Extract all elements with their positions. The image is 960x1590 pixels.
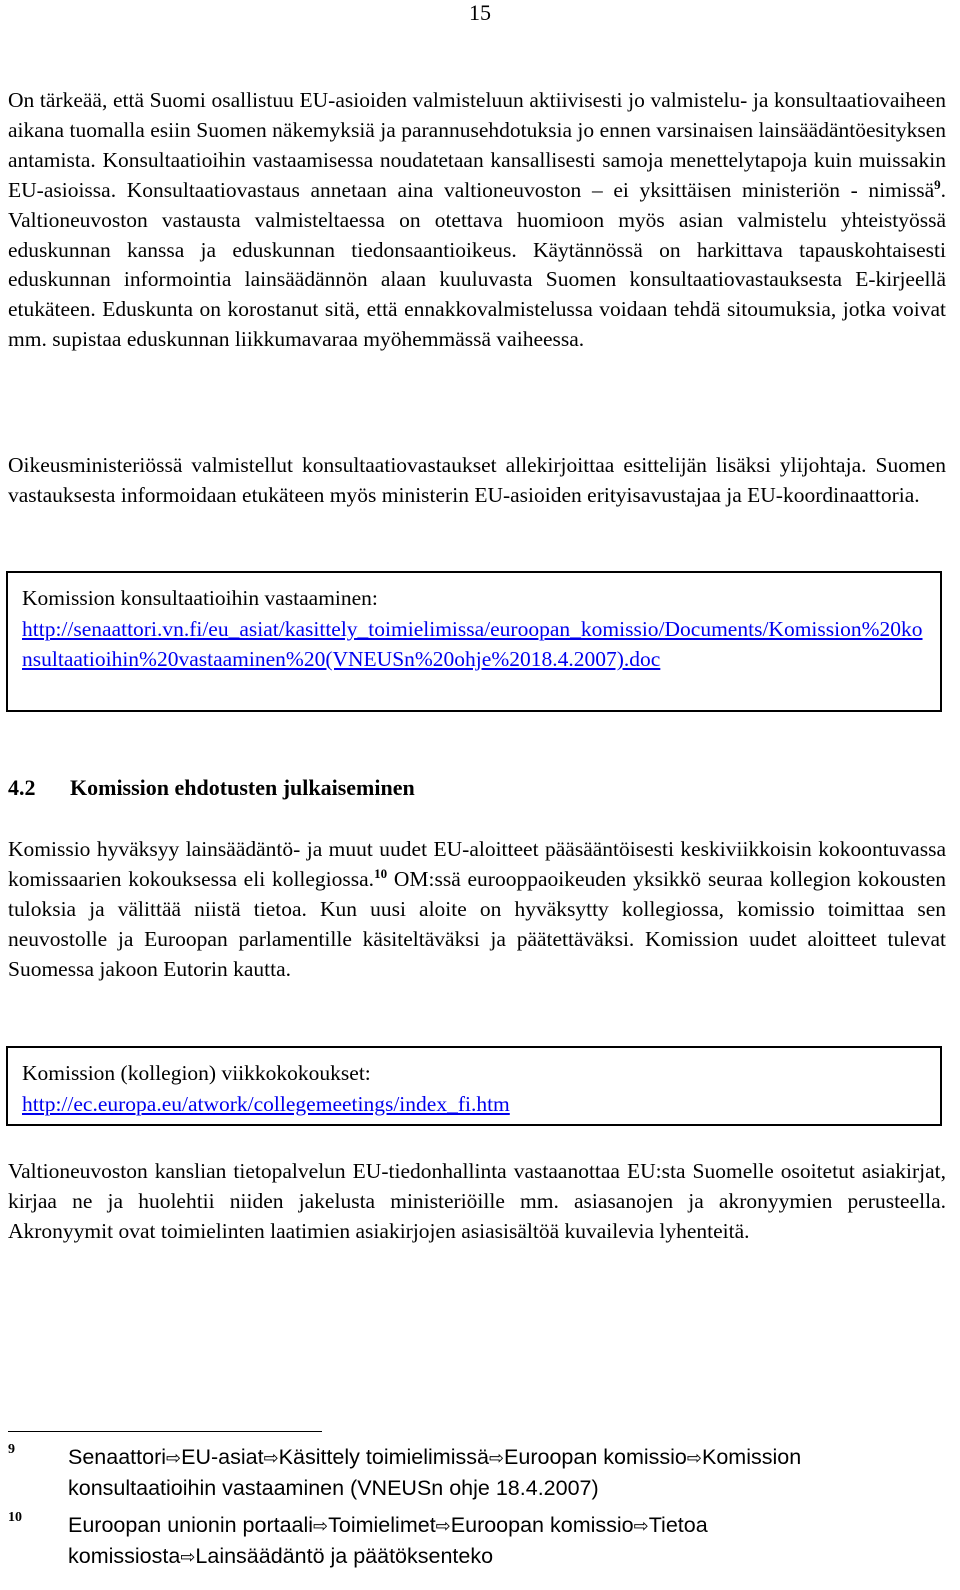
footnote-9	[8, 1443, 944, 1505]
footnote-path-item: Toimielimet	[328, 1513, 436, 1537]
paragraph-eu-information	[8, 1157, 946, 1247]
footnote-ref[interactable]: 10	[374, 865, 388, 881]
paragraph-text: . Valtioneuvoston vastausta valmisteltaessa on otettava huomioon myös asian valmistelu yhteistyössä eduskunnan kanssa ja eduskunnan tiedonsaantioikeus. Käytännössä on harkittava tapauskohtaisesti eduskunnan informointia lainsäädännön alaan kuuluvasta Suomen konsultaatiovastauksesta E-kirjeellä etukäteen. Eduskunta on korostanut sitä, että ennakkovalmistelussa voidaan tehdä sitoumuksia, jotka voivat mm. supistaa eduskunnan liikkumavaraa myöhemmässä vaiheessa.	[8, 177, 946, 352]
footnote-path-item: Lainsäädäntö ja päätöksenteko	[195, 1543, 494, 1568]
link-box-label: Komission (kollegion) viikkokokoukset:	[22, 1061, 371, 1085]
consultation-guide-link[interactable]: http://senaattori.vn.fi/eu_asiat/kasittely_toimielimissa/euroopan_komissio/Documents/Komission%20konsultaatioihin%20vastaaminen%20(VNEUSn%20ohje%2018.4.2007).doc	[22, 616, 923, 671]
link-box-consultations	[6, 571, 942, 712]
arrow-right-icon: ⇨	[686, 1448, 702, 1469]
arrow-right-icon: ⇨	[180, 1546, 196, 1568]
paragraph-signing	[8, 451, 946, 511]
arrow-right-icon: ⇨	[313, 1516, 329, 1537]
footnote-ref[interactable]: 9	[934, 176, 941, 192]
footnote-10	[8, 1511, 944, 1573]
footnote-divider	[8, 1431, 322, 1432]
link-box-college-meetings	[6, 1046, 942, 1126]
footnote-path-item: Tietoa komissiosta	[68, 1513, 708, 1568]
footnote-path-item: Euroopan unionin portaali	[68, 1513, 314, 1537]
paragraph-consultation	[8, 86, 946, 355]
footnote-path-item: EU-asiat	[181, 1445, 264, 1469]
paragraph-text: Valtioneuvoston kanslian tietopalvelun EU-tiedonhallinta vastaanottaa EU:sta Suomelle osoitetut asiakirjat, kirjaa ne ja huolehtii niiden jakelusta ministeriöille mm. asiasanojen ja akronyymien perusteella. Akronyymit ovat toimielinten laatimien asiakirjojen asiasisältöä kuvailevia lyhenteitä.	[8, 1159, 946, 1243]
arrow-right-icon: ⇨	[435, 1516, 451, 1537]
arrow-right-icon: ⇨	[633, 1516, 649, 1537]
footnote-path-item: Käsittely toimielimissä	[278, 1445, 489, 1469]
paragraph-text: Oikeusministeriössä valmistellut konsultaatiovastaukset allekirjoittaa esittelijän lisäksi ylijohtaja. Suomen vastauksesta informoidaan etukäteen myös ministerin EU-asioiden erityisavustajaa ja EU-koordinaattoria.	[8, 453, 946, 507]
section-number: 4.2	[8, 775, 36, 800]
arrow-right-icon: ⇨	[263, 1448, 279, 1469]
college-meetings-link[interactable]: http://ec.europa.eu/atwork/collegemeetings/index_fi.htm	[22, 1091, 510, 1116]
footnote-mark: 9	[8, 1442, 15, 1457]
footnote-mark: 10	[8, 1510, 22, 1525]
paragraph-text: Komissio hyväksyy lainsäädäntö- ja muut uudet EU-aloitteet pääsääntöisesti keskiviikkoisin kokoontuvassa komissaarien kokouksessa eli kollegiossa.	[8, 837, 946, 891]
arrow-right-icon: ⇨	[166, 1448, 182, 1469]
section-title: Komission ehdotusten julkaiseminen	[70, 775, 415, 800]
section-heading	[8, 774, 946, 802]
link-box-label: Komission konsultaatioihin vastaaminen:	[22, 586, 378, 610]
footnote-path-item: Senaattori	[68, 1445, 167, 1469]
arrow-right-icon: ⇨	[488, 1448, 505, 1469]
paragraph-commission	[8, 835, 946, 985]
footnote-path-item: Komission konsultaatioihin vastaaminen (VNEUSn ohje 18.4.2007)	[68, 1445, 802, 1500]
footnote-path-item: Euroopan komissio	[450, 1513, 634, 1537]
footnote-path-item: Euroopan komissio	[504, 1445, 687, 1469]
paragraph-text: OM:ssä eurooppaoikeuden yksikkö seuraa kollegion kokousten tuloksia ja välittää niistä tietoa. Kun uusi aloite on hyväksytty kollegiossa, komissio toimittaa sen neuvostolle ja Euroopan parlamentille käsiteltäväksi ja päätettäväksi. Komission uudet aloitteet tulevat Suomessa jakoon Eutorin kautta.	[8, 866, 946, 981]
paragraph-text: On tärkeää, että Suomi osallistuu EU-asioiden valmisteluun aktiivisesti jo valmistelu- ja konsultaatiovaiheen aikana tuomalla esiin Suomen näkemyksiä ja parannusehdotuksia jo ennen varsinaisen lainsäädäntöesityksen antamista. Konsultaatioihin vastaamisessa noudatetaan kansallisesti samoja menettelytapoja kuin muissakin EU-asioissa. Konsultaatiovastaus annetaan aina valtioneuvoston – ei yksittäisen ministeriön - nimissä	[8, 88, 946, 202]
page-number: 15	[469, 0, 491, 25]
